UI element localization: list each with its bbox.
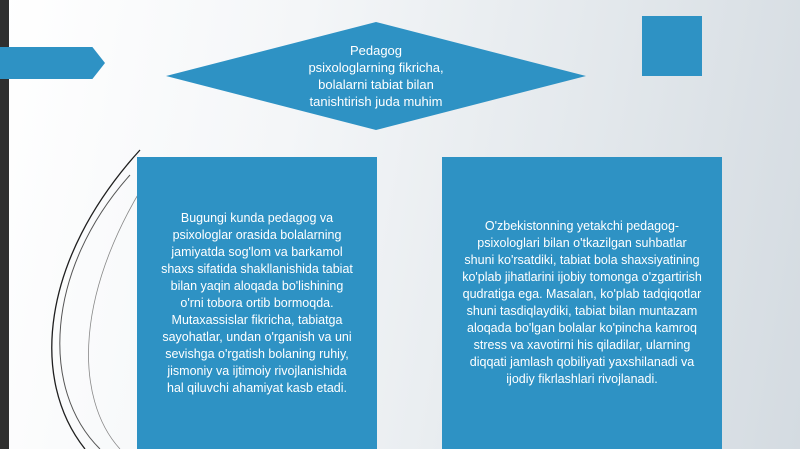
accent-square — [642, 16, 702, 76]
right-box-text: O'zbekistonning yetakchi pedagog-psixologlari bilan o'tkazilgan suhbatlar shuni ko'rsatdiki, tabiat bola shaxsiyatining ko'plab jihatlarini ijobiy tomonga o'zgartirish qudratiga ega. Masalan, ko'plab tadqiqotlar shuni tasdiqlaydiki, tabiat bilan muntazam aloqada bo'lgan bolalar ko'pincha kamroq stress va xavotirni his qiladilar, ularning diqqati jamlash qobiliyati yaxshilanadi va ijodiy fikrlashlari rivojlanadi. — [462, 219, 702, 386]
header-diamond-text: Pedagog psixologlarning fikricha, bolalarni tabiat bilan tanishtirish juda muhim — [308, 43, 444, 109]
left-text-box — [137, 157, 377, 449]
arrow-shape — [0, 47, 105, 79]
left-box-text: Bugungi kunda pedagog va psixologlar orasida bolalarning jamiyatda sog'lom va barkamol shaxs sifatida shakllanishida tabiat bilan yaqin aloqada bo'lishining o'rni tobora ortib bormoqda. Mutaxassislar fikricha, tabiatga sayohatlar, undan o'rganish va uni sevishga o'rgatish bolaning ruhiy, jismoniy va ijtimoiy rivojlanishida hal qiluvchi ahamiyat kasb etadi. — [161, 210, 353, 395]
right-text-box — [442, 157, 722, 449]
